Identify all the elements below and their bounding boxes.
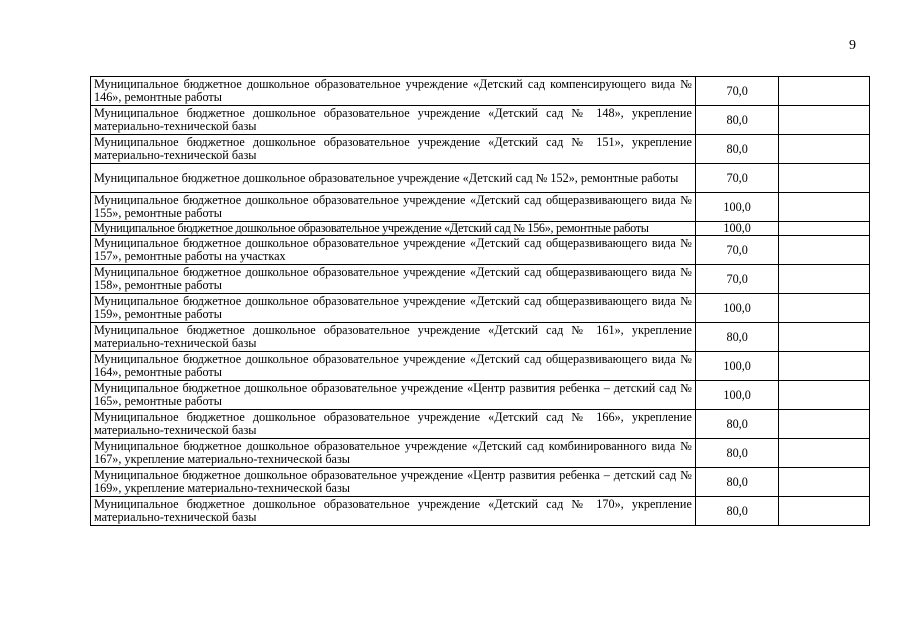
institution-name-cell: Муниципальное бюджетное дошкольное образовательное учреждение «Центр развития ребенка – детский сад № 169», укрепление материально-технической базы xyxy=(91,468,696,497)
note-cell xyxy=(779,265,870,294)
note-cell xyxy=(779,381,870,410)
table-row xyxy=(91,439,870,468)
amount-cell: 70,0 xyxy=(695,164,779,193)
note-cell xyxy=(779,352,870,381)
institution-name-cell: Муниципальное бюджетное дошкольное образовательное учреждение «Детский сад комбинированного вида № 167», укрепление материально-технической базы xyxy=(91,439,696,468)
table-row xyxy=(91,135,870,164)
table-row xyxy=(91,106,870,135)
amount-cell: 80,0 xyxy=(695,135,779,164)
note-cell xyxy=(779,106,870,135)
note-cell xyxy=(779,164,870,193)
institution-name-cell: Муниципальное бюджетное дошкольное образовательное учреждение «Центр развития ребенка – детский сад № 165», ремонтные работы xyxy=(91,381,696,410)
note-cell xyxy=(779,410,870,439)
amount-cell: 100,0 xyxy=(695,222,779,236)
amount-cell: 70,0 xyxy=(695,77,779,106)
institution-name-cell: Муниципальное бюджетное дошкольное образовательное учреждение «Детский сад № 156», ремонтные работы xyxy=(91,222,696,236)
institution-name-cell: Муниципальное бюджетное дошкольное образовательное учреждение «Детский сад № 152», ремонтные работы xyxy=(91,164,696,193)
note-cell xyxy=(779,77,870,106)
amount-cell: 70,0 xyxy=(695,265,779,294)
institution-name-cell: Муниципальное бюджетное дошкольное образовательное учреждение «Детский сад общеразвивающего вида № 159», ремонтные работы xyxy=(91,294,696,323)
note-cell xyxy=(779,323,870,352)
table-row xyxy=(91,410,870,439)
amount-cell: 80,0 xyxy=(695,468,779,497)
table-row xyxy=(91,323,870,352)
note-cell xyxy=(779,222,870,236)
amount-cell: 80,0 xyxy=(695,497,779,526)
table-row xyxy=(91,222,870,236)
table-row xyxy=(91,294,870,323)
amount-cell: 80,0 xyxy=(695,323,779,352)
amount-cell: 100,0 xyxy=(695,352,779,381)
institution-name-cell: Муниципальное бюджетное дошкольное образовательное учреждение «Детский сад компенсирующего вида № 146», ремонтные работы xyxy=(91,77,696,106)
table-row xyxy=(91,77,870,106)
table-row xyxy=(91,497,870,526)
amount-cell: 100,0 xyxy=(695,294,779,323)
table-row xyxy=(91,236,870,265)
amount-cell: 70,0 xyxy=(695,236,779,265)
table-row xyxy=(91,265,870,294)
institution-name-cell: Муниципальное бюджетное дошкольное образовательное учреждение «Детский сад № 166», укрепление материально-технической базы xyxy=(91,410,696,439)
institution-name-cell: Муниципальное бюджетное дошкольное образовательное учреждение «Детский сад общеразвивающего вида № 155», ремонтные работы xyxy=(91,193,696,222)
table-row xyxy=(91,468,870,497)
page-number: 9 xyxy=(849,38,856,53)
note-cell xyxy=(779,294,870,323)
note-cell xyxy=(779,497,870,526)
institution-name-cell: Муниципальное бюджетное дошкольное образовательное учреждение «Детский сад № 148», укрепление материально-технической базы xyxy=(91,106,696,135)
institution-name-cell: Муниципальное бюджетное дошкольное образовательное учреждение «Детский сад № 170», укрепление материально-технической базы xyxy=(91,497,696,526)
note-cell xyxy=(779,193,870,222)
table-body xyxy=(91,77,870,526)
amount-cell: 80,0 xyxy=(695,106,779,135)
table-row xyxy=(91,164,870,193)
amount-cell: 80,0 xyxy=(695,410,779,439)
institution-name-cell: Муниципальное бюджетное дошкольное образовательное учреждение «Детский сад общеразвивающего вида № 157», ремонтные работы на участках xyxy=(91,236,696,265)
amount-cell: 100,0 xyxy=(695,381,779,410)
institution-name-cell: Муниципальное бюджетное дошкольное образовательное учреждение «Детский сад общеразвивающего вида № 158», ремонтные работы xyxy=(91,265,696,294)
note-cell xyxy=(779,236,870,265)
amount-cell: 80,0 xyxy=(695,439,779,468)
table-row xyxy=(91,381,870,410)
note-cell xyxy=(779,439,870,468)
note-cell xyxy=(779,468,870,497)
amount-cell: 100,0 xyxy=(695,193,779,222)
note-cell xyxy=(779,135,870,164)
table-row xyxy=(91,193,870,222)
table-row xyxy=(91,352,870,381)
allocation-table xyxy=(90,76,870,526)
institution-name-cell: Муниципальное бюджетное дошкольное образовательное учреждение «Детский сад № 161», укрепление материально-технической базы xyxy=(91,323,696,352)
institution-name-cell: Муниципальное бюджетное дошкольное образовательное учреждение «Детский сад № 151», укрепление материально-технической базы xyxy=(91,135,696,164)
institution-name-cell: Муниципальное бюджетное дошкольное образовательное учреждение «Детский сад общеразвивающего вида № 164», ремонтные работы xyxy=(91,352,696,381)
